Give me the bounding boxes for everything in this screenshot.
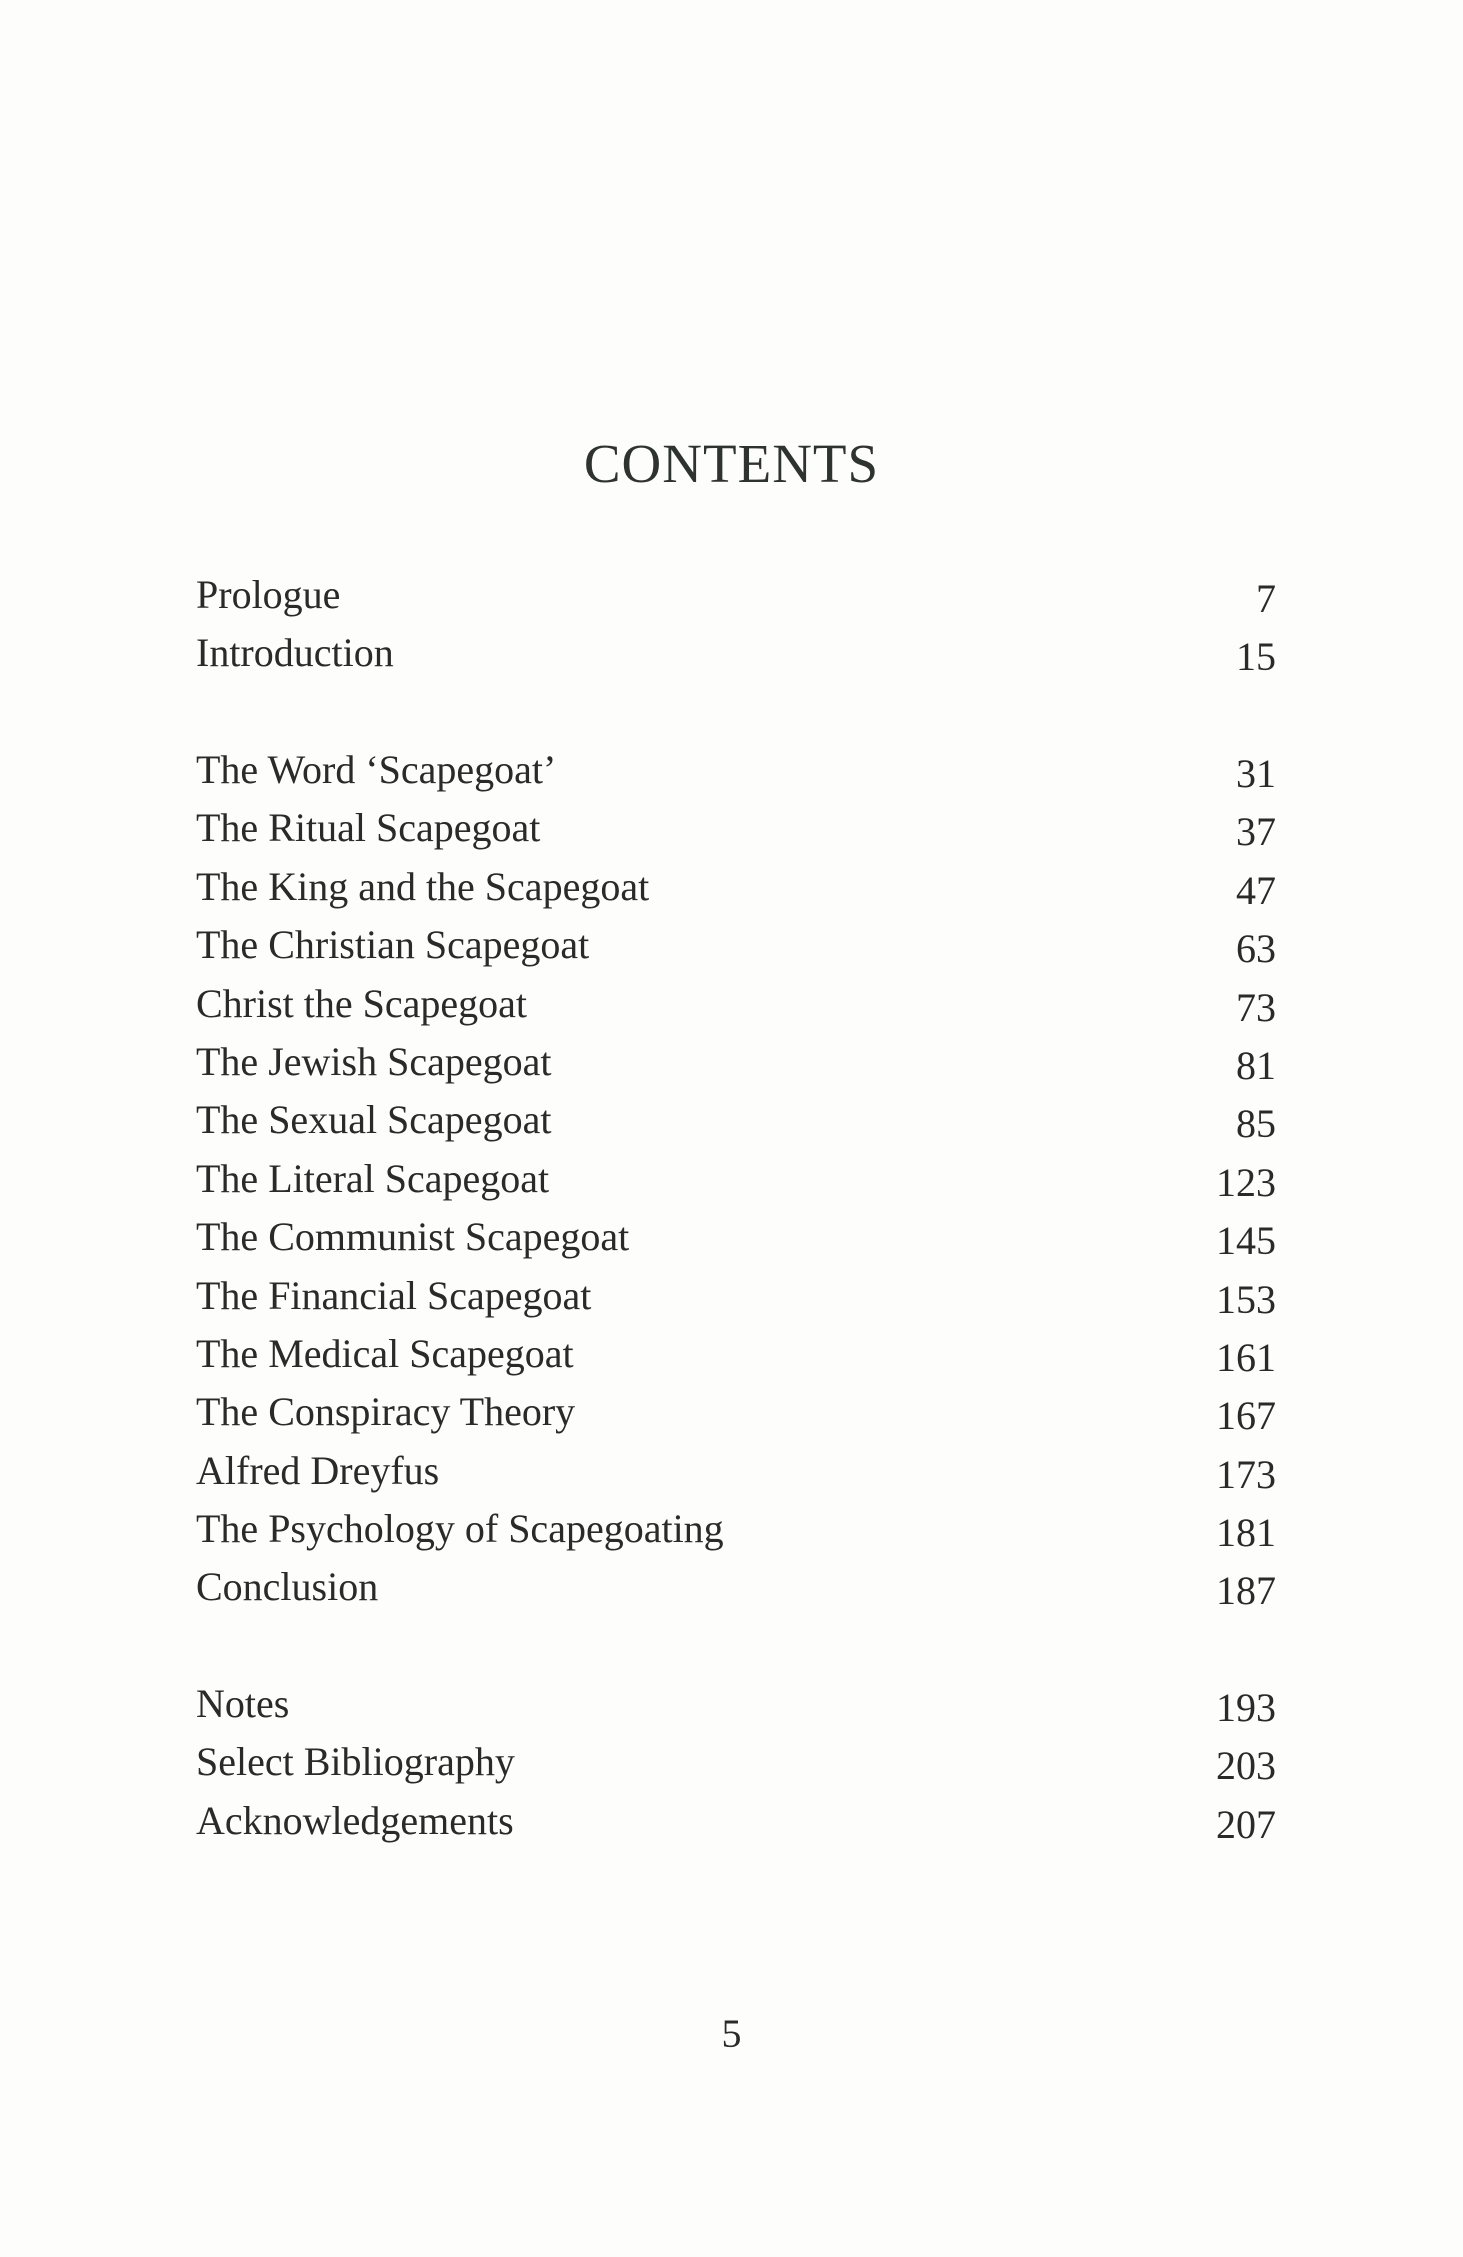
toc-entry-title: Prologue [196, 572, 341, 617]
toc-entry-page-number: 37 [1236, 809, 1276, 855]
toc-group-back-matter [196, 1675, 1276, 1850]
toc-entry-title: The Christian Scapegoat [196, 922, 590, 968]
toc-entry [196, 1267, 1276, 1325]
toc-entry-page-number: 153 [1216, 1276, 1276, 1322]
toc-entry [196, 1150, 1276, 1208]
toc-entry [196, 741, 1276, 799]
toc-entry-title: The King and the Scapegoat [196, 863, 650, 909]
page-number: 5 [721, 2011, 742, 2056]
toc-entry-title: The Medical Scapegoat [196, 1330, 574, 1376]
toc-entry-title: The Literal Scapegoat [196, 1155, 550, 1201]
toc-entry [196, 1325, 1276, 1383]
toc-entry-page-number: 193 [1216, 1685, 1276, 1730]
toc-entry-title: Acknowledgements [196, 1797, 514, 1843]
toc-entry-page-number: 81 [1236, 1042, 1276, 1088]
toc-entry-title: The Conspiracy Theory [196, 1389, 576, 1435]
toc-entry-page-number: 31 [1236, 751, 1276, 796]
toc-entry [196, 1208, 1276, 1266]
toc-entry-page-number: 15 [1236, 634, 1276, 680]
toc-entry [196, 1558, 1276, 1616]
toc-entry-page-number: 167 [1216, 1393, 1276, 1439]
toc-entry-page-number: 47 [1236, 867, 1276, 913]
toc-entry [196, 916, 1276, 974]
toc-entry-title: The Communist Scapegoat [196, 1214, 630, 1260]
toc-entry [196, 975, 1276, 1033]
toc-entry-title: Conclusion [196, 1564, 379, 1610]
toc-entry-page-number: 85 [1236, 1101, 1276, 1147]
toc-entry-page-number: 161 [1216, 1334, 1276, 1380]
toc-entry [196, 1733, 1276, 1791]
toc-entry-page-number: 187 [1216, 1568, 1276, 1614]
toc-entry-title: The Word ‘Scapegoat’ [196, 747, 557, 792]
toc-entry [196, 1500, 1276, 1558]
toc-entry-page-number: 63 [1236, 926, 1276, 972]
page-title: CONTENTS [583, 433, 880, 494]
toc-entry [196, 1033, 1276, 1091]
toc-entry-title: Alfred Dreyfus [196, 1447, 440, 1493]
toc-entry [196, 1792, 1276, 1850]
toc-entry [196, 1442, 1276, 1500]
toc-group-chapters [196, 741, 1276, 1617]
toc-entry-title: The Psychology of Scapegoating [196, 1506, 724, 1552]
toc-entry-page-number: 207 [1216, 1801, 1276, 1847]
toc-entry-title: The Jewish Scapegoat [196, 1038, 552, 1084]
toc-entry-page-number: 203 [1216, 1743, 1276, 1789]
toc-entry-page-number: 73 [1236, 984, 1276, 1030]
toc-entry [196, 624, 1276, 682]
toc-entry-title: Select Bibliography [196, 1739, 515, 1785]
toc-entry [196, 799, 1276, 857]
toc-entry-title: Introduction [196, 630, 394, 676]
toc-entry [196, 1675, 1276, 1733]
toc-entry-title: Christ the Scapegoat [196, 980, 528, 1026]
toc-entry-title: The Financial Scapegoat [196, 1272, 592, 1318]
toc-entry-page-number: 181 [1216, 1510, 1276, 1556]
toc-entry-page-number: 123 [1216, 1159, 1276, 1205]
toc-entry [196, 858, 1276, 916]
toc-entry [196, 1383, 1276, 1441]
toc-entry-page-number: 173 [1216, 1451, 1276, 1497]
toc-entry-page-number: 145 [1216, 1218, 1276, 1264]
toc-group-front-matter [196, 566, 1276, 683]
toc-entry-title: The Sexual Scapegoat [196, 1097, 552, 1143]
toc-entry [196, 1091, 1276, 1149]
toc-entry-title: Notes [196, 1681, 290, 1726]
toc-entry [196, 566, 1276, 624]
toc-entry-title: The Ritual Scapegoat [196, 805, 541, 851]
toc-entry-page-number: 7 [1256, 576, 1276, 621]
